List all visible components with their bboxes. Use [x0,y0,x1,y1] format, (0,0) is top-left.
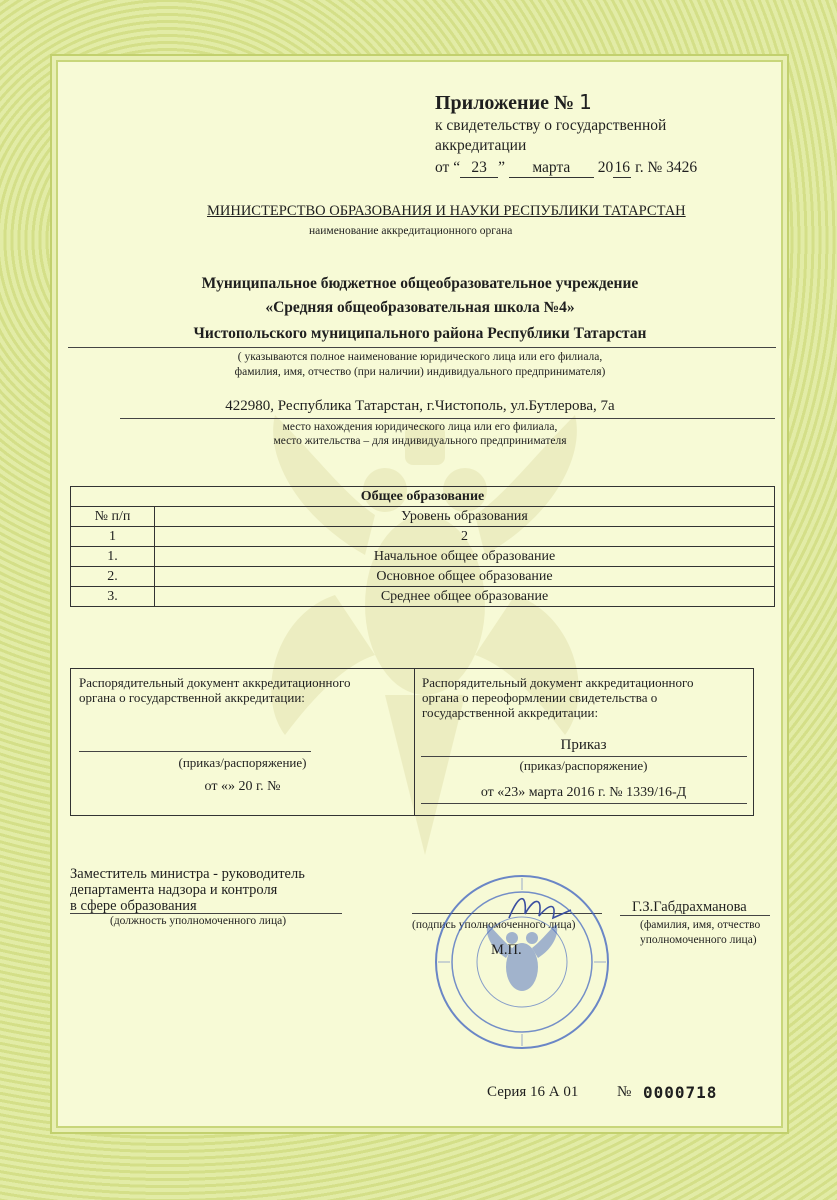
right-doc-line [421,756,747,757]
seal-place-label: М.П. [491,942,522,958]
right-doc-text-3: государственной аккредитации: [422,705,599,720]
official-seal-stamp [432,872,612,1052]
appendix-title: Приложение № 1 [435,90,592,114]
row-level: Основное общее образование [155,567,775,587]
blank-number-label: № [617,1084,632,1100]
left-doc-caption: (приказ/распоряжение) [178,755,307,770]
right-doc-type: Приказ [560,737,607,753]
org-caption-1: ( указываются полное наименование юридического лица или его филиала, [237,351,603,363]
table-header-row [71,507,775,527]
org-line-1: Муниципальное бюджетное общеобразовательное учреждение [201,275,639,292]
right-doc-date-line [421,803,747,804]
ministry-caption: наименование аккредитационного органа [309,225,513,237]
ministry-name: МИНИСТЕРСТВО ОБРАЗОВАНИЯ И НАУКИ РЕСПУБЛИКИ ТАТАРСТАН [207,203,686,219]
org-address: 422980, Республика Татарстан, г.Чистополь, ул.Бутлерова, 7а [225,398,615,414]
name-caption-1: (фамилия, имя, отчество [640,919,761,931]
left-doc-text-1: Распорядительный документ аккредитационного [79,675,351,690]
series-label: Серия 16 А 01 [487,1084,579,1100]
blank-number: 0000718 [643,1083,718,1102]
date-year: 16 [614,159,630,176]
table-title: Общее образование [71,487,775,507]
administrative-documents-box [70,668,754,816]
address-caption-2: место жительства – для индивидуального предпринимателя [273,435,567,447]
row-level: Начальное общее образование [155,547,775,567]
address-caption-1: место нахождения юридического лица или его филиала, [282,421,558,433]
left-doc-text-2: органа о государственной аккредитации: [79,690,305,705]
org-caption-2: фамилия, имя, отчество (при наличии) индивидуального предпринимателя) [234,366,606,378]
name-caption-2: уполномоченного лица) [640,934,757,946]
table-title-row [71,487,775,507]
double-headed-eagle-watermark [255,395,595,915]
row-index: 1. [71,547,155,567]
signatory-name: Г.З.Габдрахманова [632,899,747,915]
row-index: 2. [71,567,155,587]
name-underline [620,915,770,916]
org-line-2: «Средняя общеобразовательная школа №4» [265,299,575,316]
position-caption: (должность уполномоченного лица) [110,915,287,927]
column-number-2: 2 [155,527,775,547]
org-line-3: Чистопольского муниципального района Республики Татарстан [193,325,647,342]
header-level: Уровень образования [155,507,775,527]
right-doc-date: от «23» марта 2016 г. № 1339/16-Д [480,785,687,800]
education-levels-table [70,486,775,607]
right-doc-text-1: Распорядительный документ аккредитационного [422,675,694,690]
row-index: 3. [71,587,155,607]
position-line-3: в сфере образования [70,898,197,914]
appendix-subtitle-2: аккредитации [435,137,527,154]
address-underline [120,418,775,419]
position-line-1: Заместитель министра - руководитель [70,866,305,882]
position-line-2: департамента надзора и контроля [70,882,278,898]
left-doc-date: от «» 20 г. № [204,779,281,794]
table-row [71,567,775,587]
left-doc-line [79,751,311,752]
signature-caption: (подпись уполномоченного лица) [412,919,576,931]
date-day: 23 [460,159,498,178]
appendix-date-line: от “ 23 ” марта 2016 г. № 3426 [435,159,698,176]
column-number-row [71,527,775,547]
table-row [71,587,775,607]
org-underline [68,347,776,348]
column-number-1: 1 [71,527,155,547]
date-month: марта [509,159,594,178]
appendix-subtitle-1: к свидетельству о государственной [435,117,667,134]
row-level: Среднее общее образование [155,587,775,607]
right-doc-text-2: органа о переоформлении свидетельства о [422,690,658,705]
right-doc-caption: (приказ/распоряжение) [519,758,648,773]
table-row [71,547,775,567]
header-number: № п/п [71,507,155,527]
signatory-position [70,866,305,914]
registration-number: 3426 [666,159,698,176]
